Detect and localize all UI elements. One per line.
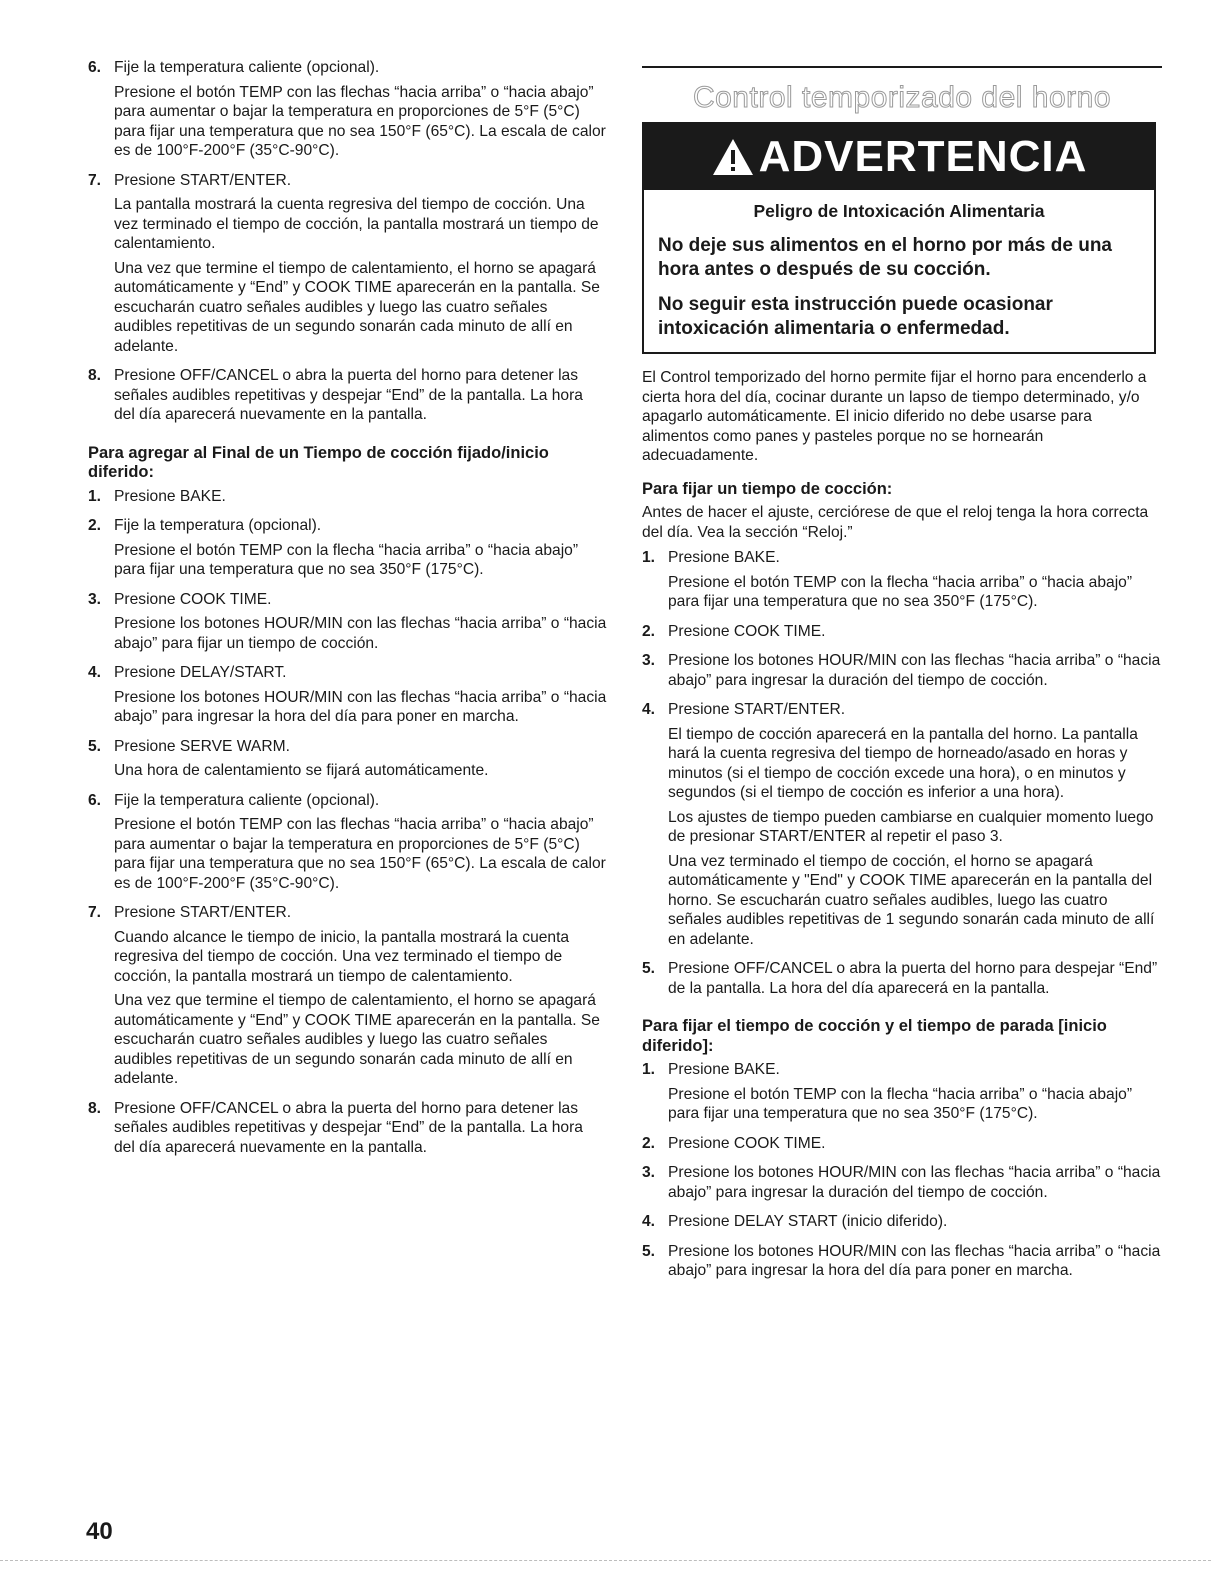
step-number: 4. (88, 664, 102, 681)
step-body (114, 1099, 608, 1163)
step-item (88, 903, 608, 1094)
warning-triangle-icon (711, 137, 755, 177)
warning-line: No seguir esta instrucción puede ocasionar intoxicación alimentaria o enfermedad. (658, 294, 1053, 339)
step-text: Presione COOK TIME. (668, 1134, 826, 1152)
step-item (88, 516, 608, 585)
step-number: 5. (642, 960, 656, 977)
step-body (668, 700, 1162, 954)
step-detail: Presione el botón TEMP con las flechas “hacia arriba” o “hacia abajo” para aumentar o bajar la temperatura en proporciones de 5°F (5°C) para fijar una temperatura que no sea 150°F (65°C). La escala de calor es de 100°F-200°F (35°C-90°C). (114, 816, 606, 892)
right-column (642, 58, 1162, 1291)
step-item (88, 487, 608, 512)
section-heading-add-time: Para agregar al Final de un Tiempo de cocción fijado/inicio diferido: (88, 443, 549, 481)
warning-content (644, 190, 1154, 352)
step-item (642, 548, 1162, 617)
step-number: 6. (88, 59, 102, 76)
step-item (642, 1212, 1162, 1237)
step-item (642, 622, 1162, 647)
step-body (668, 1163, 1162, 1207)
step-text: Presione DELAY/START. (114, 664, 287, 681)
step-body (668, 1134, 1162, 1159)
step-detail: Una vez que termine el tiempo de calentamiento, el horno se apagará automáticamente y “End” y COOK TIME aparecerán en la pantalla. Se escucharán cuatro señales audibles y luego las cuatro señales audibles repetitivas de un segundo sonarán cada minuto de allí en adelante. (114, 992, 600, 1087)
step-detail: Una vez que termine el tiempo de calentamiento, el horno se apagará automáticamente y “End” y COOK TIME aparecerán en la pantalla. Se escucharán cuatro señales audibles y luego las cuatro señales audibles repetitivas de un segundo sonarán cada minuto de allí en adelante. (114, 259, 600, 355)
section-rule (642, 66, 1162, 68)
step-body (114, 516, 608, 585)
step-detail: El tiempo de cocción aparecerá en la pantalla del horno. La pantalla hará la cuenta regresiva del tiempo de horneado/asado en horas y minutos (si el tiempo de cocción excede una hora), o en minutos y segundos (si el tiempo de cocción es inferior a una hora). (668, 725, 1138, 801)
step-number: 7. (88, 171, 102, 189)
step-body (668, 1212, 1162, 1237)
step-number: 1. (642, 1061, 656, 1078)
warning-subtitle: Peligro de Intoxicación Alimentaria (753, 201, 1045, 221)
step-item (642, 1134, 1162, 1159)
step-item (642, 651, 1162, 695)
step-text: Presione los botones HOUR/MIN con las flechas “hacia arriba” o “hacia abajo” para ingresar la duración del tiempo de cocción. (668, 652, 1161, 689)
step-body (114, 663, 608, 732)
step-body (668, 959, 1162, 1003)
step-body (668, 1060, 1162, 1129)
step-text: Presione los botones HOUR/MIN con las flechas “hacia arriba” o “hacia abajo” para ingresar la hora del día para poner en marcha. (668, 1242, 1161, 1279)
step-number: 6. (88, 791, 102, 809)
step-body (668, 622, 1162, 647)
step-number: 1. (88, 487, 102, 505)
step-item (88, 663, 608, 732)
step-detail: Presione los botones HOUR/MIN con las flechas “hacia arriba” o “hacia abajo” para ingresar la hora del día para poner en marcha. (114, 688, 607, 725)
step-body (668, 651, 1162, 695)
step-text: Presione COOK TIME. (668, 622, 826, 640)
step-number: 2. (642, 1134, 656, 1152)
step-item (642, 700, 1162, 954)
step-number: 8. (88, 1099, 102, 1117)
page-number: 40 (86, 1518, 113, 1545)
step-detail: Cuando alcance le tiempo de inicio, la pantalla mostrará la cuenta regresiva del tiempo de cocción. Una vez terminado el tiempo de cocción, la pantalla mostrará un tiempo de calentamiento. (114, 928, 570, 985)
step-number: 2. (88, 517, 102, 534)
step-number: 3. (642, 1164, 656, 1181)
warning-label: ADVERTENCIA (758, 132, 1088, 182)
step-body (668, 548, 1162, 617)
step-text: Presione los botones HOUR/MIN con las flechas “hacia arriba” o “hacia abajo” para ingresar la duración del tiempo de cocción. (668, 1164, 1161, 1201)
step-text: Presione BAKE. (114, 487, 226, 505)
step-text: Presione START/ENTER. (668, 701, 846, 718)
step-text: Fije la temperatura caliente (opcional). (114, 791, 380, 809)
step-number: 3. (88, 590, 102, 608)
warning-box (642, 122, 1156, 354)
step-list (88, 487, 608, 1163)
step-text: Fije la temperatura caliente (opcional). (114, 59, 380, 76)
step-detail: Presione el botón TEMP con la flecha “hacia arriba” o “hacia abajo” para fijar una temperatura que no sea 350°F (175°C). (668, 1085, 1133, 1122)
step-detail: Presione el botón TEMP con las flechas “hacia arriba” o “hacia abajo” para aumentar o bajar la temperatura en proporciones de 5°F (5°C) para fijar una temperatura que no sea 150°F (65°C). La escala de calor es de 100°F-200°F (35°C-90°C). (114, 83, 606, 159)
step-item (88, 791, 608, 899)
step-number: 7. (88, 904, 102, 921)
section-heading-cook-time: Para fijar un tiempo de cocción: (642, 479, 893, 498)
step-detail: Los ajustes de tiempo pueden cambiarse en cualquier momento luego de presionar START/ENTER al repetir el paso 3. (668, 808, 1154, 845)
section-heading-delay-start: Para fijar el tiempo de cocción y el tiempo de parada [inicio diferido]: (642, 1017, 1107, 1055)
step-text: Presione OFF/CANCEL o abra la puerta del horno para despejar “End” de la pantalla. La hora del día aparecerá en la pantalla. (668, 960, 1158, 997)
step-number: 2. (642, 622, 656, 640)
warning-header (644, 124, 1154, 190)
step-item (642, 1242, 1162, 1286)
step-item (642, 1163, 1162, 1207)
heading-intro-paragraph: Antes de hacer el ajuste, cerciórese de que el reloj tenga la hora correcta del día. Vea la sección “Reloj.” (642, 504, 1149, 541)
step-text: Presione BAKE. (668, 549, 780, 566)
step-text: Presione OFF/CANCEL o abra la puerta del horno para detener las señales audibles repetitivas y despejar “End” de la pantalla. La hora del día aparecerá nuevamente en la pantalla. (114, 1099, 583, 1156)
step-detail: La pantalla mostrará la cuenta regresiva del tiempo de cocción. Una vez terminado el tiempo de cocción, la pantalla mostrará un tiempo de calentamiento. (114, 196, 599, 252)
step-detail: Presione los botones HOUR/MIN con las flechas “hacia arriba” o “hacia abajo” para fijar un tiempo de cocción. (114, 615, 607, 652)
step-text: Fije la temperatura (opcional). (114, 517, 322, 534)
step-item (88, 737, 608, 786)
warning-line: No deje sus alimentos en el horno por más de una hora antes o después de su cocción. (658, 235, 1112, 280)
step-number: 3. (642, 652, 656, 669)
step-list (642, 1060, 1162, 1286)
step-text: Presione START/ENTER. (114, 904, 292, 921)
bottom-divider (0, 1560, 1211, 1562)
left-column (88, 58, 608, 1167)
step-number: 4. (642, 701, 656, 718)
step-detail: Una hora de calentamiento se fijará automáticamente. (114, 762, 489, 779)
step-text: Presione OFF/CANCEL o abra la puerta del horno para detener las señales audibles repetitivas y despejar “End” de la pantalla. La hora del día aparecerá nuevamente en la pantalla. (114, 367, 583, 423)
step-number: 8. (88, 367, 102, 384)
step-number: 5. (88, 737, 102, 755)
step-text: Presione COOK TIME. (114, 590, 272, 608)
step-item (642, 959, 1162, 1003)
step-detail: Presione el botón TEMP con la flecha “hacia arriba” o “hacia abajo” para fijar una temperatura que no sea 350°F (175°C). (668, 573, 1133, 610)
step-body (668, 1242, 1162, 1286)
step-list (88, 58, 608, 430)
intro-paragraph: El Control temporizado del horno permite fijar el horno para encenderlo a cierta hora del día, cocinar durante un lapso de tiempo determinado, y/o apagarlo automáticamente. El inicio diferido no debe usarse para alimentos como panes y pasteles porque no se hornearán adecuadamente. (642, 369, 1147, 464)
step-body (114, 903, 608, 1094)
step-body (114, 791, 608, 899)
step-text: Presione BAKE. (668, 1061, 780, 1078)
step-body (114, 590, 608, 659)
step-detail: Presione el botón TEMP con la flecha “hacia arriba” o “hacia abajo” para fijar una temperatura que no sea 350°F (175°C). (114, 541, 579, 578)
step-body (114, 737, 608, 786)
step-item (88, 1099, 608, 1163)
step-detail: Una vez terminado el tiempo de cocción, el horno se apagará automáticamente y "End" y COOK TIME aparecerán en la pantalla del horno. Se escucharán cuatro señales audibles, luego las cuatro señales audibles repetitivas de 1 segundo sonarán cada minuto de allí en adelante. (668, 852, 1155, 948)
step-item (88, 590, 608, 659)
step-body (114, 487, 608, 512)
step-number: 1. (642, 549, 656, 566)
section-title: Control temporizado del horno (692, 81, 1112, 114)
step-number: 5. (642, 1242, 656, 1260)
step-body (114, 171, 608, 362)
step-item (88, 366, 608, 430)
step-item (88, 58, 608, 166)
step-item (88, 171, 608, 362)
step-list (642, 548, 1162, 1003)
step-item (642, 1060, 1162, 1129)
step-text: Presione DELAY START (inicio diferido). (668, 1213, 948, 1230)
step-body (114, 58, 608, 166)
step-text: Presione START/ENTER. (114, 171, 292, 189)
step-number: 4. (642, 1213, 656, 1230)
step-text: Presione SERVE WARM. (114, 737, 290, 755)
step-body (114, 366, 608, 430)
